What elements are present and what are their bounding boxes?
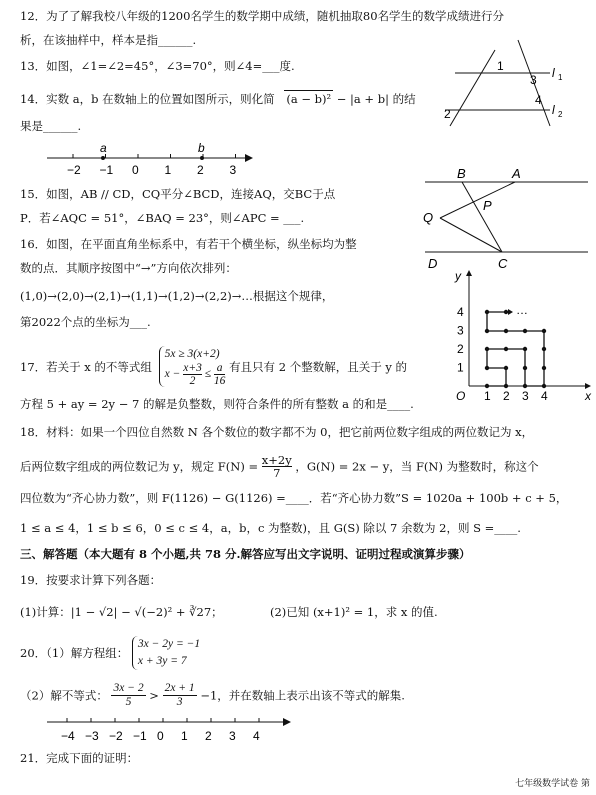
q20-eq1: 3x − 2y = −1 bbox=[137, 638, 201, 650]
q16-line1: 16．如图，在平面直角坐标系中，有若干个横坐标，纵坐标均为整 bbox=[20, 237, 357, 251]
q17-fraction2 bbox=[214, 362, 226, 387]
tick-label: −2 bbox=[67, 163, 81, 177]
page-footer: 七年级数学试卷 第 bbox=[515, 779, 590, 789]
q18-fraction bbox=[262, 454, 292, 479]
q17-frac1-num: x+3 bbox=[183, 362, 202, 374]
origin-label: O bbox=[456, 389, 466, 402]
line-l2-label: l bbox=[552, 103, 555, 117]
q20-system bbox=[132, 636, 200, 670]
q12-line2: 析，在该抽样中，样本是指______. bbox=[20, 33, 197, 47]
q20-frac2-num: 2x + 1 bbox=[164, 682, 195, 694]
number-line-q20 bbox=[45, 712, 295, 748]
tick-label: 4 bbox=[253, 729, 260, 743]
sqrt-rest: − |a + b| bbox=[336, 92, 389, 106]
q19-part2: (2)已知 (x+1)² = 1，求 x 的值. bbox=[270, 605, 438, 619]
point-P-label: P bbox=[483, 198, 492, 213]
x-tick-label: 1 bbox=[484, 389, 491, 402]
q20-part2-tail: −1，并在数轴上表示出该不等式的解集. bbox=[200, 688, 405, 703]
q17-system bbox=[159, 346, 226, 387]
q18-line2 bbox=[20, 454, 539, 479]
q20-gt: > bbox=[149, 688, 159, 703]
tick-label: 3 bbox=[229, 163, 237, 177]
q19-part1: (1)计算：|1 − √2| − √(−2)² + ∛27； bbox=[20, 605, 223, 619]
tick-label: −1 bbox=[133, 729, 147, 743]
continuation-dots: … bbox=[516, 303, 528, 317]
q14-tail: 的结 bbox=[392, 92, 416, 106]
tick-label: 2 bbox=[205, 729, 212, 743]
q17-frac2-den: 16 bbox=[213, 375, 226, 387]
line-l2-sub: 2 bbox=[558, 110, 563, 119]
q13-text: 13．如图，∠1=∠2=45°，∠3=70°，则∠4=___度. bbox=[20, 59, 295, 73]
tick-label: −1 bbox=[99, 163, 114, 177]
figure-13 bbox=[440, 38, 590, 130]
point-a-label: a bbox=[100, 141, 107, 155]
tick-label: 0 bbox=[132, 163, 139, 177]
q17-ineq1: 5x ≥ 3(x+2) bbox=[164, 348, 220, 360]
q17-line2: 方程 5 + ay = 2y − 7 的解是负整数，则符合条件的所有整数 a 的和是____. bbox=[20, 397, 414, 411]
q16-line3: (1,0)→(2,0)→(2,1)→(1,1)→(1,2)→(2,2)→…根据这个规律， bbox=[20, 289, 334, 303]
point-A-label: A bbox=[512, 166, 521, 181]
q20-lead: 20．（1）解方程组： bbox=[20, 646, 129, 660]
q17-fraction1 bbox=[183, 362, 202, 387]
q17-frac2-num: a bbox=[214, 362, 226, 375]
y-axis-label: y bbox=[455, 269, 461, 283]
q20-fraction2 bbox=[163, 682, 197, 709]
tick-label: −4 bbox=[61, 729, 75, 743]
y-tick-label: 1 bbox=[457, 360, 464, 375]
q12-line1: 12．为了了解我校八年级的1200名学生的数学期中成绩，随机抽取80名学生的数学成绩进行分 bbox=[20, 9, 505, 23]
q17-leq: ≤ bbox=[204, 368, 212, 381]
q15-line1: 15．如图，AB // CD，CQ平分∠BCD，连接AQ，交BC于点 bbox=[20, 187, 336, 201]
x-tick-label: 2 bbox=[503, 389, 510, 402]
point-Q-label: Q bbox=[423, 210, 434, 225]
x-tick-label: 4 bbox=[541, 389, 548, 402]
tick-label: 0 bbox=[157, 729, 164, 743]
y-tick-label: 4 bbox=[457, 305, 464, 319]
figure-16-grid bbox=[445, 268, 595, 402]
number-line-q14 bbox=[45, 140, 255, 180]
q17-line1 bbox=[20, 346, 407, 387]
q16-line2: 数的点．其顺序按图中“→”方向依次排列： bbox=[20, 261, 237, 275]
tick-label: 3 bbox=[229, 729, 236, 743]
tick-label: 2 bbox=[197, 163, 204, 177]
tick-label: −3 bbox=[85, 729, 99, 743]
tick-label: 1 bbox=[181, 729, 188, 743]
q20-frac2-den: 3 bbox=[176, 696, 183, 708]
q18-line3: 四位数为“齐心协力数”，则 F(1126) − G(1126) =____．若“齐心协力数”S = 1020a + 100b + c + 5， bbox=[20, 491, 568, 505]
q18-line4: 1 ≤ a ≤ 4，1 ≤ b ≤ 6，0 ≤ c ≤ 4，a，b，c 为整数)，且 G(S) 除以 7 余数为 2，则 S =____. bbox=[20, 521, 521, 535]
q20-frac1-den: 5 bbox=[125, 696, 132, 708]
q17-x-minus: x − bbox=[164, 368, 181, 381]
point-B-label: B bbox=[457, 166, 466, 181]
q18-line2-lead: 后两位数字组成的两位数记为 y，规定 F(N) = bbox=[20, 459, 259, 474]
sqrt-expression bbox=[284, 90, 333, 107]
y-tick-label: 3 bbox=[457, 323, 464, 338]
q18-line2-tail: ，G(N) = 2x − y，当 F(N) 为整数时，称这个 bbox=[295, 459, 539, 474]
q20-part2-lead: （2）解不等式： bbox=[20, 688, 108, 703]
point-D-label: D bbox=[428, 256, 438, 271]
line-l1-sub: 1 bbox=[558, 73, 563, 82]
line-l1-label: l bbox=[552, 66, 555, 80]
q20-eq2: x + 3y = 7 bbox=[137, 655, 187, 667]
point-b-label: b bbox=[198, 141, 205, 155]
point-C-label: C bbox=[498, 256, 508, 271]
x-axis-label: x bbox=[585, 389, 591, 402]
q20-frac1-num: 3x − 2 bbox=[113, 682, 144, 694]
q14-lead: 14．实数 a，b 在数轴上的位置如图所示，则化简 bbox=[20, 92, 275, 106]
tick-label: −2 bbox=[109, 729, 123, 743]
q17-frac1-den: 2 bbox=[189, 375, 196, 387]
sqrt-inner: (a − b)² bbox=[286, 92, 332, 106]
q18-frac-num: x+2y bbox=[261, 453, 292, 467]
q16-line4: 第2022个点的坐标为___. bbox=[20, 315, 151, 329]
angle-3-label: 3 bbox=[530, 73, 537, 87]
figure-15 bbox=[420, 166, 595, 274]
q18-line1: 18．材料：如果一个四位自然数 N 各个数位的数字都不为 0，把它前两位数字组成的两位数记为 x， bbox=[20, 425, 534, 439]
q14-line2: 果是______. bbox=[20, 119, 82, 133]
q17-lead: 17．若关于 x 的不等式组 bbox=[20, 359, 152, 374]
q15-line2: P．若∠AQC = 51°，∠BAQ = 23°，则∠APC = ___. bbox=[20, 211, 305, 225]
q20-fraction1 bbox=[111, 682, 145, 709]
angle-2-label: 2 bbox=[444, 107, 451, 121]
y-tick-label: 2 bbox=[457, 342, 464, 356]
q17-ineq2 bbox=[165, 362, 226, 387]
q17-tail: 有且只有 2 个整数解，且关于 y 的 bbox=[229, 359, 407, 374]
angle-4-label: 4 bbox=[535, 93, 542, 107]
q20-part2 bbox=[20, 682, 405, 709]
q18-frac-den: 7 bbox=[273, 466, 281, 480]
q21-text: 21．完成下面的证明： bbox=[20, 751, 139, 765]
angle-1-label: 1 bbox=[497, 59, 504, 73]
q20-line1 bbox=[20, 636, 200, 670]
q19-line1: 19．按要求计算下列各题： bbox=[20, 573, 162, 587]
tick-label: 1 bbox=[164, 163, 172, 177]
q14-line1 bbox=[20, 90, 416, 107]
section-3-heading: 三、解答题（本大题有 8 个小题,共 78 分.解答应写出文字说明、证明过程或演算步骤） bbox=[20, 547, 471, 561]
x-tick-label: 3 bbox=[522, 389, 529, 402]
